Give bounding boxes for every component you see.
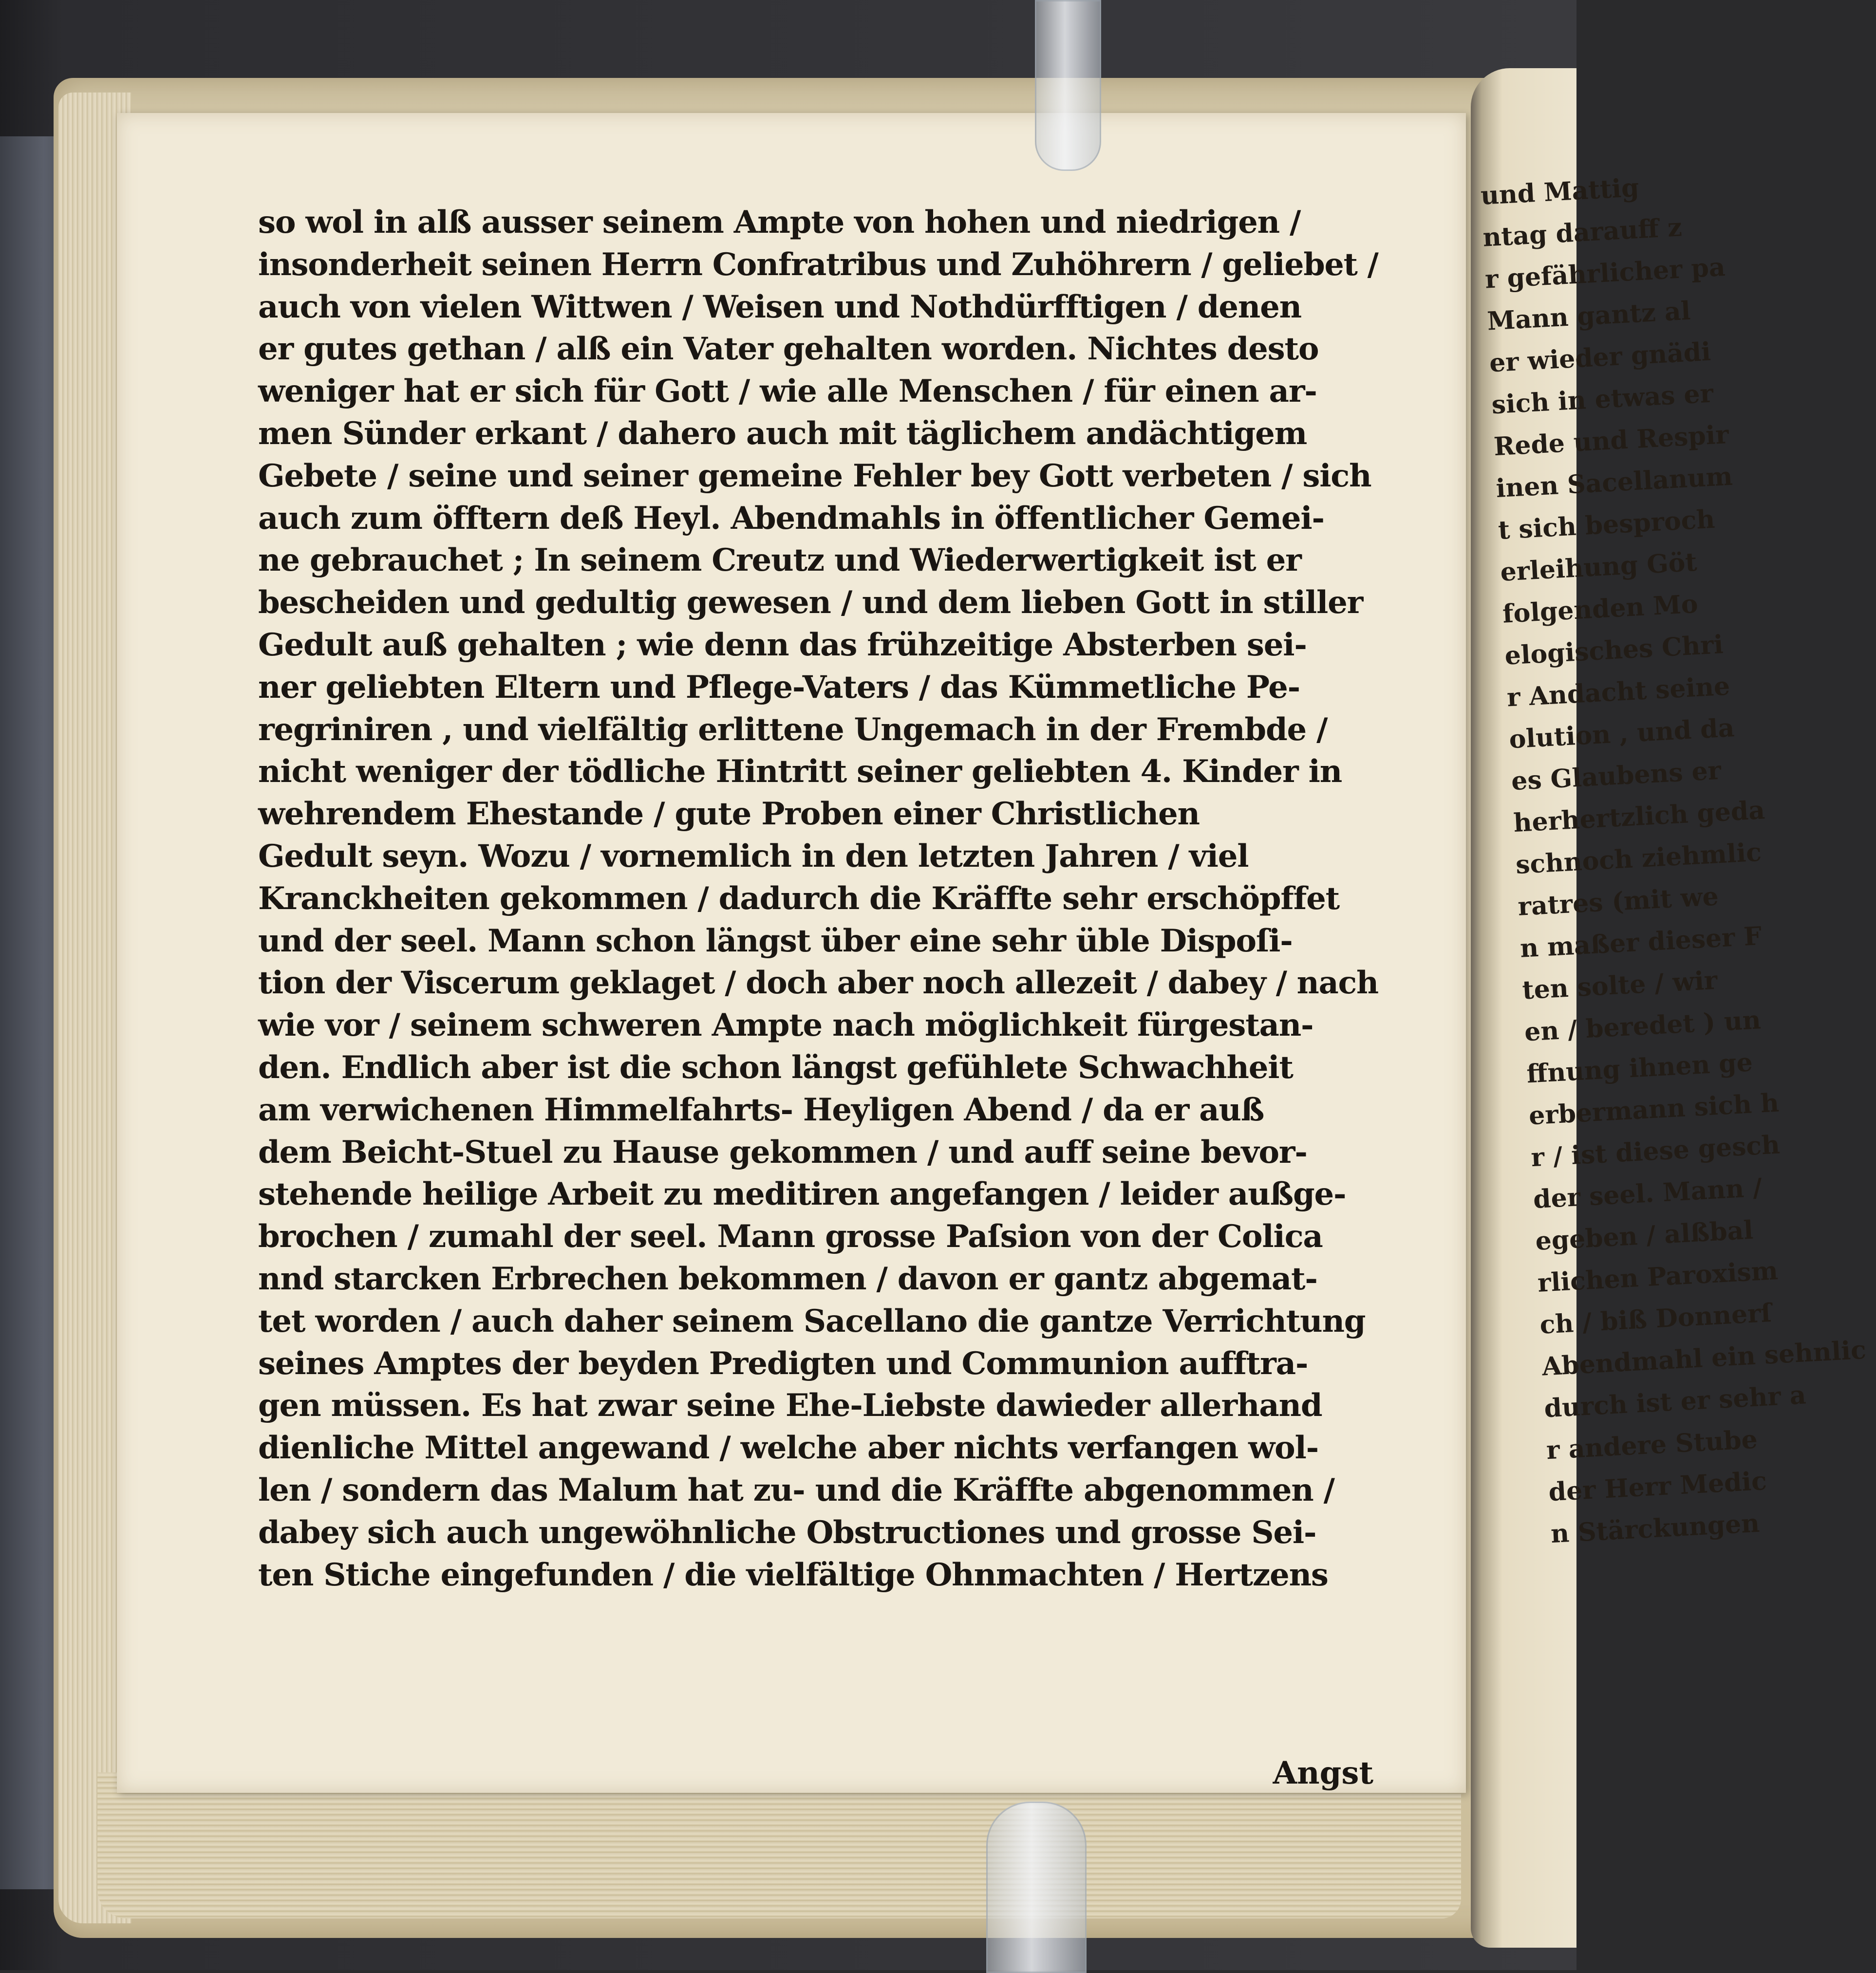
facing-text-line: sich in etwas er (1491, 378, 1714, 420)
facing-text-line: r / ist diese gesch (1530, 1130, 1781, 1173)
facing-text-line: der seel. Mann / (1532, 1173, 1763, 1215)
text-line: weniger hat er sich für Gott / wie alle Menschen / für einen ar- (258, 373, 1317, 410)
facing-text-line: folgenden Mo (1501, 589, 1699, 629)
text-line: so wol in alß ausser seinem Ampte von hohen und niedrigen / (258, 204, 1301, 241)
facing-text-line: n maßer dieser F (1519, 921, 1763, 964)
text-line: wehrendem Ehestande / gute Proben einer Christlichen (258, 796, 1200, 833)
text-line: am verwichenen Himmelfahrts- Heyligen Abend / da er auß (258, 1091, 1264, 1128)
text-line: ten Stiche eingefunden / die vielfältige Ohnmachten / Hertzens (258, 1556, 1328, 1593)
left-page (117, 113, 1466, 1793)
page-edges-bottom (97, 1772, 1461, 1918)
facing-text-line: rlichen Paroxism (1537, 1256, 1779, 1298)
facing-text-line: schnoch ziehmlic (1515, 837, 1763, 880)
facing-text-line: erbermann sich h (1528, 1088, 1780, 1131)
facing-text-line: n Stärckungen (1550, 1508, 1761, 1549)
facing-text-line: ffnung ihnen ge (1526, 1047, 1754, 1089)
text-line: dem Beicht-Stuel zu Hause gekommen / und auff seine bevor- (258, 1134, 1307, 1171)
text-line: auch zum öfftern deß Heyl. Abendmahls in öffentlicher Gemei- (258, 500, 1324, 537)
text-line: gen müssen. Es hat zwar seine Ehe-Liebste dawieder allerhand (258, 1387, 1322, 1424)
bottom-page-clip (986, 1802, 1087, 1973)
facing-text-line: durch ist er sehr a (1543, 1380, 1807, 1424)
facing-text-line: r andere Stube (1545, 1424, 1759, 1466)
text-line: wie vor / seinem schweren Ampte nach möglichkeit fürgestan- (258, 1007, 1313, 1044)
text-line: tion der Viscerum geklaget / doch aber noch allezeit / dabey / nach (258, 965, 1378, 1002)
facing-text-line: en / beredet ) un (1523, 1005, 1762, 1047)
text-line: bescheiden und gedultig gewesen / und dem lieben Gott in stiller (258, 584, 1363, 621)
facing-text-line: elogisches Chri (1504, 630, 1724, 671)
text-line: den. Endlich aber ist die schon längst gefühlete Schwachheit (258, 1049, 1293, 1086)
facing-text-line: der Herr Medic (1548, 1466, 1768, 1508)
facing-text-line: herhertzlich geda (1513, 795, 1766, 838)
text-line: men Sünder erkant / dahero auch mit täglichem andächtigem (258, 415, 1307, 452)
text-line: Gebete / seine und seiner gemeine Fehler bey Gott verbeten / sich (258, 457, 1371, 494)
text-line: nnd starcken Erbrechen bekommen / davon er gantz abgemat- (258, 1260, 1317, 1297)
text-line: Kranckheiten gekommen / dadurch die Kräffte sehr erschöpffet (258, 880, 1339, 917)
facing-text-line: ch / biß Donnerſ (1539, 1298, 1773, 1340)
facing-text-line: ntag darauff z (1482, 212, 1683, 253)
facing-text-line: ratres (mit we (1517, 881, 1720, 922)
text-line: regriniren , und vielfältig erlittene Ungemach in der Frembde / (258, 711, 1328, 748)
text-line: ner geliebten Eltern und Pflege-Vaters / das Kümmetliche Pe- (258, 669, 1300, 706)
facing-text-line: ten solte / wir (1521, 965, 1718, 1005)
page-text-block (258, 202, 1378, 1596)
facing-text-line: er wieder gnädi (1488, 336, 1712, 378)
text-line: und der seel. Mann schon längst über eine sehr üble Dispoſi- (258, 922, 1293, 959)
facing-text-line: r gefährlicher pa (1484, 252, 1726, 295)
facing-text-line: r Andacht seine (1506, 671, 1731, 713)
facing-text-line: und Mattig (1480, 172, 1640, 211)
catchword: Angst (1273, 1755, 1373, 1791)
text-line: ne gebrauchet ; In seinem Creutz und Wiederwertigkeit ist er (258, 542, 1301, 579)
text-line: stehende heilige Arbeit zu meditiren angefangen / leider außge- (258, 1176, 1346, 1213)
text-line: tet worden / auch daher seinem Sacellano die gantze Verrichtung (258, 1303, 1366, 1340)
text-line: dabey sich auch ungewöhnliche Obstructiones und grosse Sei- (258, 1514, 1316, 1551)
facing-text-line: Mann gantz al (1486, 296, 1691, 336)
facing-text-line: Rede und Respir (1493, 419, 1730, 462)
facing-text-line: egeben / alßbal (1535, 1215, 1754, 1256)
text-line: seines Amptes der beyden Predigten und Communion aufftra- (258, 1345, 1308, 1382)
facing-page-text (1480, 165, 1867, 1555)
text-line: Gedult auß gehalten ; wie denn das frühzeitige Absterben sei- (258, 626, 1307, 663)
text-line: nicht weniger der tödliche Hintritt seiner geliebten 4. Kinder in (258, 753, 1342, 790)
facing-text-line: olution , und da (1508, 713, 1735, 755)
text-line: Gedult seyn. Wozu / vornemlich in den letzten Jahren / viel (258, 838, 1249, 875)
facing-page (1471, 68, 1867, 1948)
text-line: auch von vielen Wittwen / Weisen und Nothdürfftigen / denen (258, 288, 1301, 325)
facing-text-line: t sich besproch (1497, 504, 1716, 545)
facing-text-line: Abendmahl ein sehnlic (1541, 1335, 1867, 1382)
facing-text-line: erleihung Göt (1500, 547, 1698, 587)
text-line: len / sondern das Malum hat zu- und die Kräffte abgenommen / (258, 1471, 1334, 1508)
text-line: dienliche Mittel angewand / welche aber nichts verfangen wol- (258, 1430, 1318, 1467)
facing-text-line: es Glaubens er (1510, 755, 1722, 797)
top-page-clip (1035, 0, 1101, 171)
text-line: er gutes gethan / alß ein Vater gehalten worden. Nichtes desto (258, 331, 1319, 368)
text-line: insonderheit seinen Herrn Confratribus und Zuhöhrern / geliebet / (258, 246, 1378, 283)
text-line: brochen / zumahl der seel. Mann grosse Paſsion von der Colica (258, 1218, 1323, 1255)
facing-text-line: inen Sacellanum (1495, 461, 1734, 504)
